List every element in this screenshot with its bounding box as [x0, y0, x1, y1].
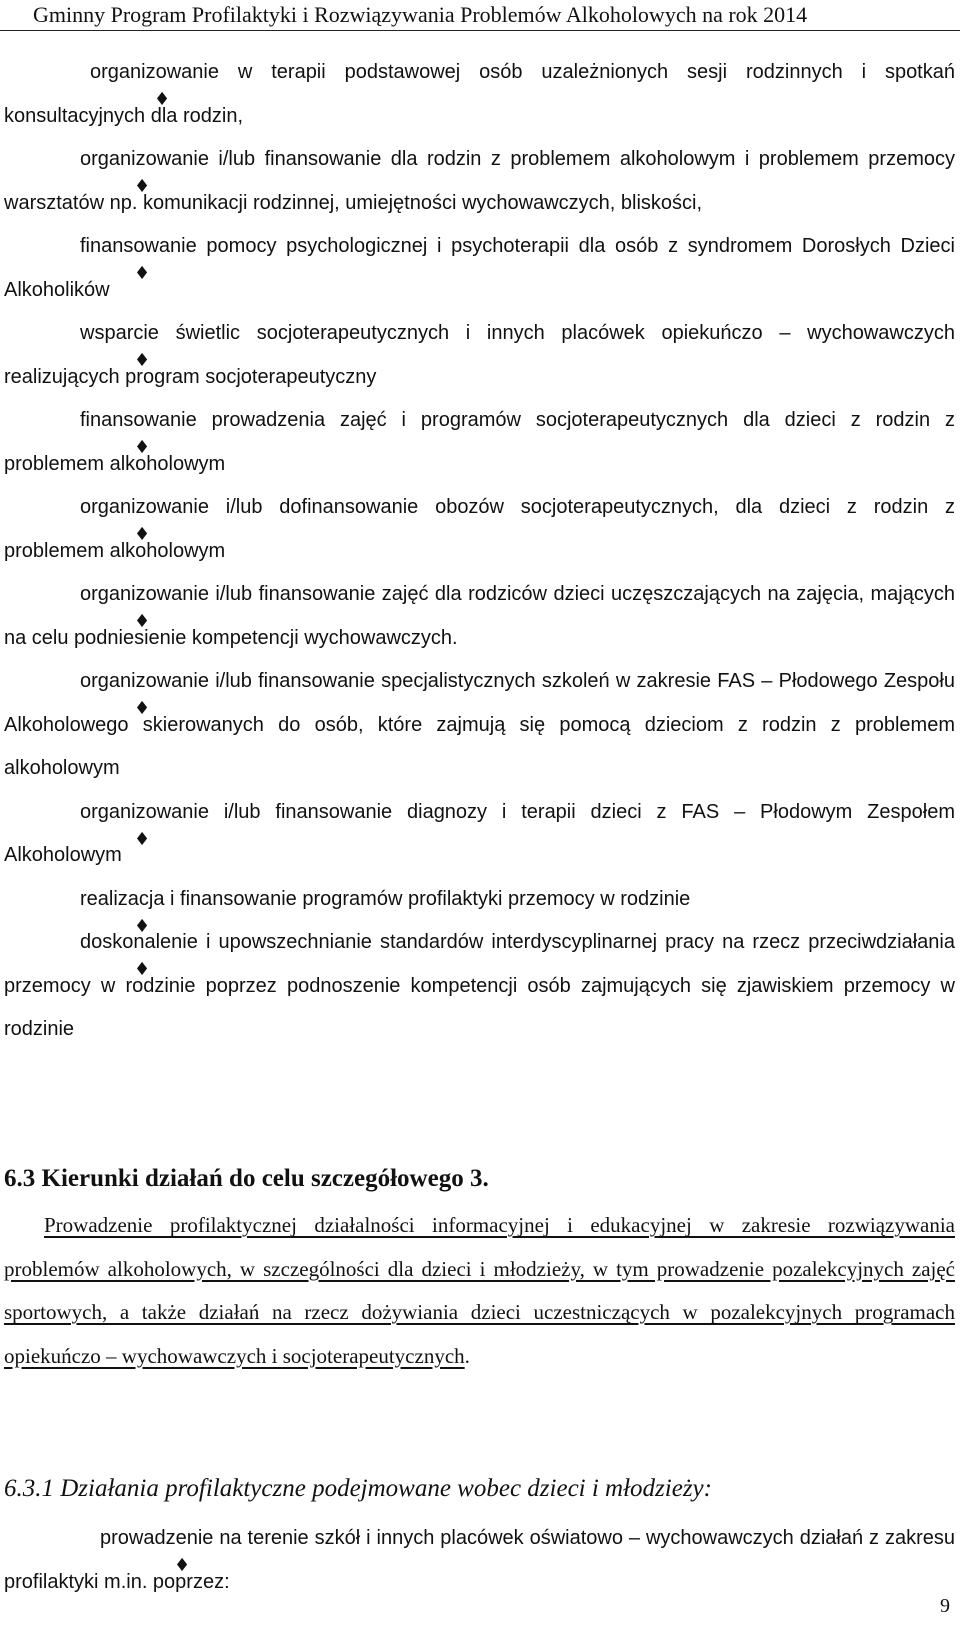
list-item-text: prowadzenie na terenie szkół i innych placówek oświatowo – wychowawczych działań z zakresu profilaktyki m.in. poprzez:	[4, 1527, 955, 1593]
list-item: ♦ organizowanie i/lub finansowanie dla rodzin z problemem alkoholowym i problemem przemocy warsztatów np. komunikacji rodzinnej, umiejętności wychowawczych, bliskości,	[4, 148, 955, 214]
list-item-text: organizowanie i/lub finansowanie zajęć dla rodziców dzieci uczęszczających na zajęcia, mających na celu podniesienie kompetencji wychowawczych.	[4, 583, 955, 649]
list-item: ♦ organizowanie i/lub finansowanie zajęć dla rodziców dzieci uczęszczających na zajęcia, mających na celu podniesienie kompetencji wychowawczych.	[4, 583, 955, 649]
list-item: ♦ organizowanie w terapii podstawowej osób uzależnionych sesji rodzinnych i spotkań konsultacyjnych dla rodzin,	[4, 61, 955, 127]
list-item-text: organizowanie i/lub finansowanie specjalistycznych szkoleń w zakresie FAS – Płodowego Zespołu Alkoholowego skierowanych do osób, które zajmują się pomocą dzieciom z rodzin z problemem alkoholowym	[4, 670, 955, 779]
list-item-text: doskonalenie i upowszechnianie standardów interdyscyplinarnej pracy na rzecz przeciwdziałania przemocy w rodzinie poprzez podnoszenie kompetencji osób zajmujących się zjawiskiem przemocy w rodzinie	[4, 931, 955, 1040]
page-number: 9	[940, 1595, 950, 1617]
header-title: Gminny Program Profilaktyki i Rozwiązywania Problemów Alkoholowych na rok 2014	[33, 2, 808, 27]
list-item-text: realizacja i finansowanie programów profilaktyki przemocy w rodzinie	[80, 887, 691, 910]
list-item-text: organizowanie i/lub dofinansowanie obozów socjoterapeutycznych, dla dzieci z rodzin z problemem alkoholowym	[4, 496, 955, 562]
list-item: ♦ wsparcie świetlic socjoterapeutycznych i innych placówek opiekuńczo – wychowawczych realizujących program socjoterapeutyczny	[4, 322, 955, 388]
list-item: ♦ organizowanie i/lub finansowanie specjalistycznych szkoleń w zakresie FAS – Płodowego Zespołu Alkoholowego skierowanych do osób, które zajmują się pomocą dzieciom z rodzin z problemem alkoholowym	[4, 670, 955, 779]
section-heading: 6.3 Kierunki działań do celu szczegółowego 3.	[4, 1165, 489, 1192]
bullet-list	[4, 51, 955, 1052]
list-item: ♦ doskonalenie i upowszechnianie standardów interdyscyplinarnej pracy na rzecz przeciwdziałania przemocy w rodzinie poprzez podnoszenie kompetencji osób zajmujących się zjawiskiem przemocy w rodzinie	[4, 931, 955, 1040]
subsection-heading: 6.3.1 Działania profilaktyczne podejmowane wobec dzieci i młodzieży:	[4, 1475, 712, 1502]
list-item-text: finansowanie pomocy psychologicznej i psychoterapii dla osób z syndromem Dorosłych Dzieci Alkoholików	[4, 235, 955, 301]
list-item-text: organizowanie i/lub finansowanie diagnozy i terapii dzieci z FAS – Płodowym Zespołem Alkoholowym	[4, 800, 955, 866]
list-item-text: finansowanie prowadzenia zajęć i programów socjoterapeutycznych dla dzieci z rodzin z problemem alkoholowym	[4, 409, 955, 475]
section-intro-tail: .	[464, 1343, 470, 1368]
list-item: ♦ organizowanie i/lub dofinansowanie obozów socjoterapeutycznych, dla dzieci z rodzin z problemem alkoholowym	[4, 496, 955, 562]
list-item: ♦ finansowanie pomocy psychologicznej i psychoterapii dla osób z syndromem Dorosłych Dzieci Alkoholików	[4, 235, 955, 301]
list-item: ♦ finansowanie prowadzenia zajęć i programów socjoterapeutycznych dla dzieci z rodzin z problemem alkoholowym	[4, 409, 955, 475]
list-item-text: wsparcie świetlic socjoterapeutycznych i innych placówek opiekuńczo – wychowawczych realizujących program socjoterapeutyczny	[4, 322, 955, 388]
list-item: ♦ prowadzenie na terenie szkół i innych placówek oświatowo – wychowawczych działań z zakresu profilaktyki m.in. poprzez:	[4, 1527, 955, 1593]
section-intro-underlined: Prowadzenie profilaktycznej działalności informacyjnej i edukacyjnej w zakresie rozwiązywania problemów alkoholowych, w szczególności dla dzieci i młodzieży, w tym prowadzenie pozalekcyjnych zajęć sportowych, a także działań na rzecz dożywiania dzieci uczestniczących w pozalekcyjnych programach opiekuńczo – wychowawczych i socjoterapeutycznych	[4, 1213, 955, 1368]
header-divider	[0, 30, 960, 31]
list-item: ♦ organizowanie i/lub finansowanie diagnozy i terapii dzieci z FAS – Płodowym Zespołem Alkoholowym	[4, 800, 955, 866]
list-item: ♦ realizacja i finansowanie programów profilaktyki przemocy w rodzinie	[80, 887, 691, 937]
list-item-text: organizowanie i/lub finansowanie dla rodzin z problemem alkoholowym i problemem przemocy warsztatów np. komunikacji rodzinnej, umiejętności wychowawczych, bliskości,	[4, 148, 955, 214]
list-item-text: organizowanie w terapii podstawowej osób uzależnionych sesji rodzinnych i spotkań konsultacyjnych dla rodzin,	[4, 61, 955, 127]
section-intro	[4, 1204, 955, 1378]
